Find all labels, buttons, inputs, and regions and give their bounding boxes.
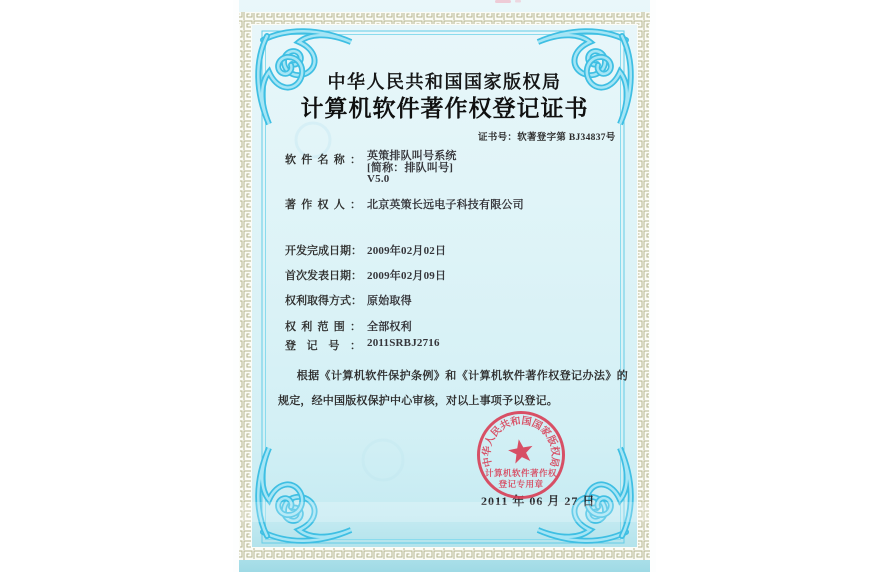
issue-date: 2011 年 06 月 27 日 bbox=[481, 494, 596, 508]
field-value: 北京英策长远电子科技有限公司 bbox=[367, 199, 524, 211]
software-name-line3: V5.0 bbox=[367, 173, 390, 185]
certificate bbox=[233, 0, 656, 572]
field-right-acquisition bbox=[285, 292, 412, 308]
seal-arc-char: 民 bbox=[489, 424, 505, 440]
seal-arc-char: 版 bbox=[544, 433, 559, 448]
seal-arc-char: 权 bbox=[548, 445, 561, 457]
certificate-number: 证书号：软著登字第 BJ34837号 bbox=[478, 133, 616, 143]
field-label: 首次发表日期： bbox=[285, 270, 362, 282]
seal-arc-char: 国 bbox=[529, 418, 544, 433]
registration-statement: 根据《计算机软件保护条例》和《计算机软件著作权登记办法》的规定，经中国版权保护中心审核，对以上事项予以登记。 bbox=[278, 370, 628, 407]
field-value: 2009年02月02日 bbox=[367, 245, 447, 257]
red-star-icon bbox=[507, 437, 536, 464]
seal-arc-char: 国 bbox=[520, 415, 533, 429]
field-right-scope bbox=[285, 318, 412, 334]
official-seal bbox=[456, 390, 586, 520]
field-value: 全部权利 bbox=[367, 321, 412, 333]
field-label: 登记号： bbox=[285, 340, 361, 352]
seal-line2: 登记专用章 bbox=[498, 479, 544, 489]
authority-title: 中华人民共和国国家版权局 bbox=[327, 72, 562, 92]
seal-arc-char: 家 bbox=[537, 424, 553, 440]
field-dev-complete-date bbox=[285, 242, 446, 258]
software-name-line2: [简称：排队叫号] bbox=[367, 161, 454, 174]
field-value: 2009年02月09日 bbox=[367, 270, 447, 282]
seal-arc-char: 局 bbox=[547, 455, 561, 468]
field-label: 软件名称： bbox=[285, 154, 361, 166]
seal-arc-char: 共 bbox=[498, 418, 513, 433]
field-label: 开发完成日期： bbox=[285, 245, 362, 257]
seal-arc-char: 人 bbox=[483, 433, 498, 448]
field-software-name-value bbox=[367, 151, 457, 186]
field-label: 权利范围： bbox=[285, 321, 361, 333]
field-value: 原始取得 bbox=[367, 295, 412, 307]
field-first-publish-date bbox=[285, 267, 446, 283]
certificate-title: 计算机软件著作权登记证书 bbox=[300, 96, 589, 121]
field-value: 2011SRBJ2716 bbox=[367, 337, 440, 349]
field-registration-no bbox=[285, 337, 440, 353]
certificate-content bbox=[233, 0, 656, 572]
seal-line1: 计算机软件著作权 bbox=[484, 468, 558, 478]
field-label: 权利取得方式： bbox=[285, 295, 362, 307]
field-label: 著作权人： bbox=[285, 199, 361, 211]
seal-arc-char: 中 bbox=[481, 455, 495, 468]
field-software-name bbox=[285, 151, 361, 167]
field-copyright-owner bbox=[285, 196, 524, 212]
seal-arc-char: 和 bbox=[509, 415, 522, 429]
seal-arc-char: 华 bbox=[481, 445, 494, 457]
software-name-line1: 英策排队叫号系统 bbox=[367, 150, 457, 162]
